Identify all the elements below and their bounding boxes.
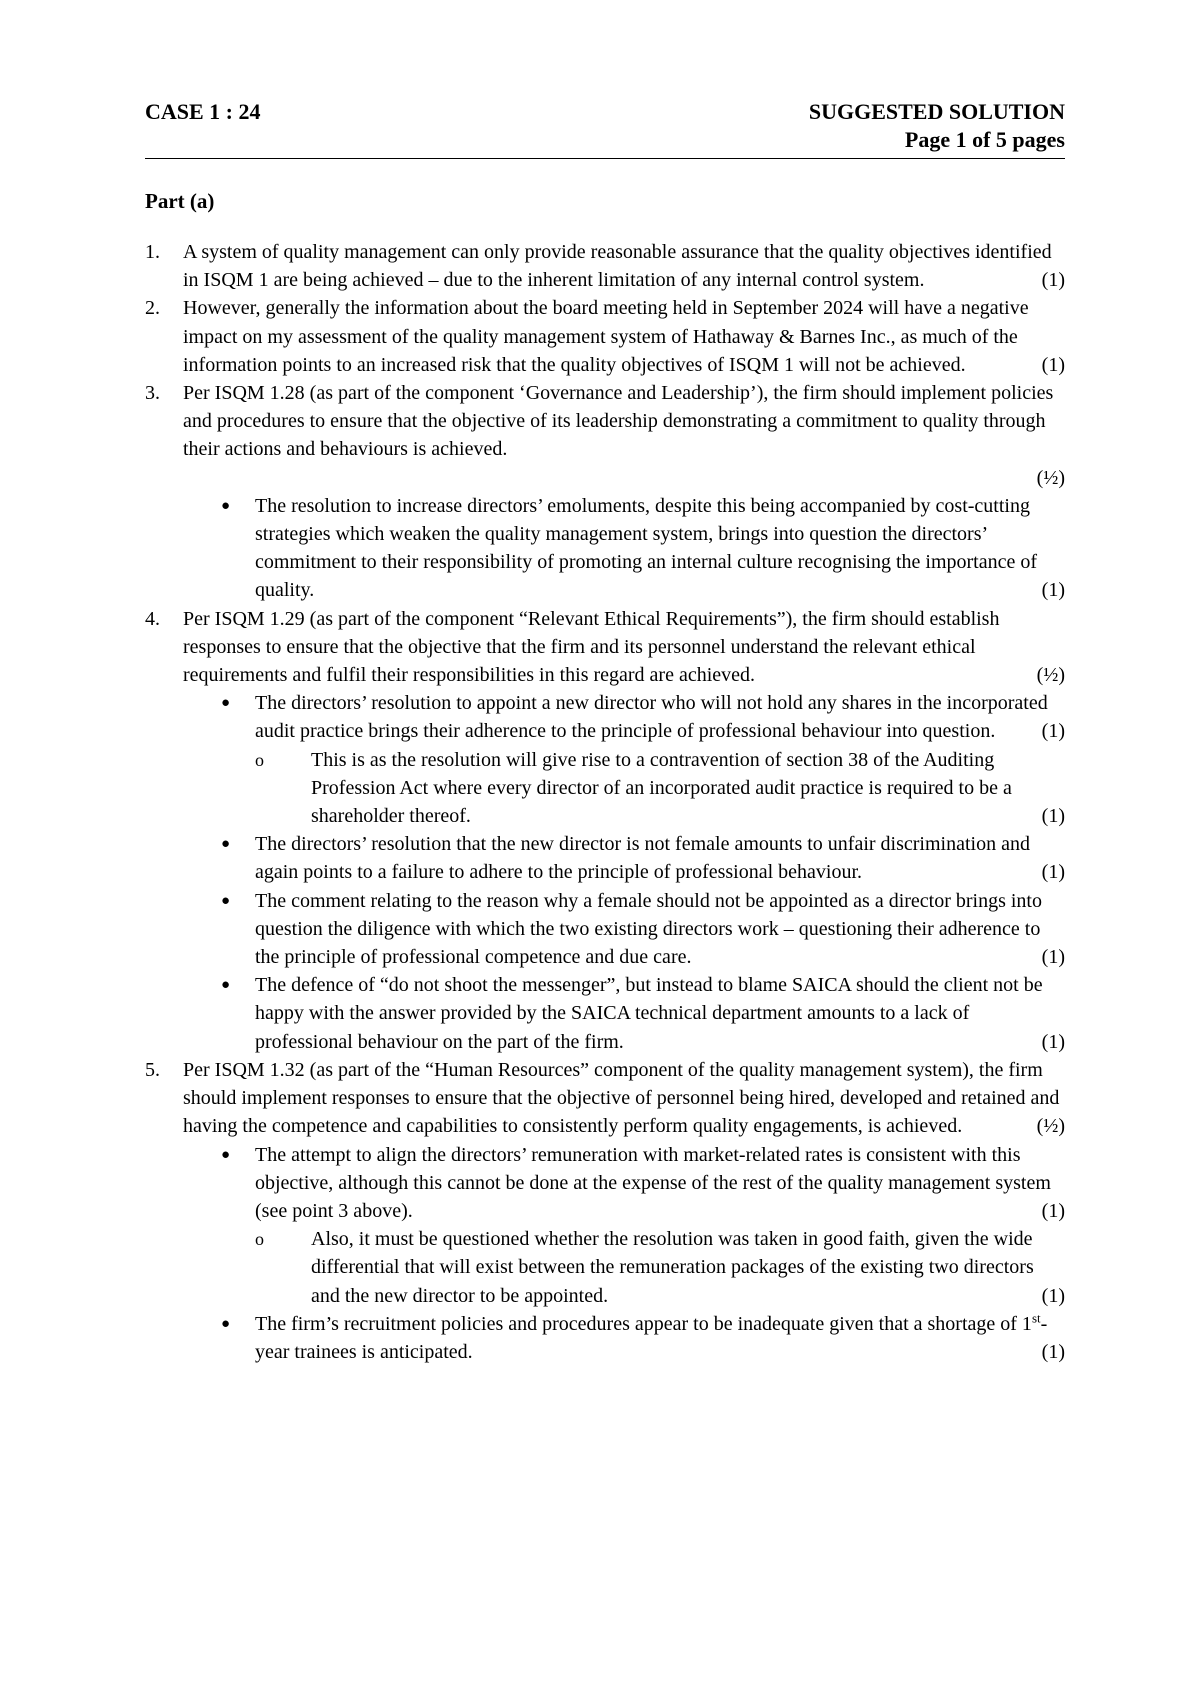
circle-bullet-icon: o (255, 1229, 264, 1250)
bullet-mark: (1) (1041, 861, 1065, 884)
page-header (145, 98, 1065, 154)
bullet-mark: (1) (1041, 720, 1065, 743)
bullet-item (145, 887, 1065, 972)
bullet-text (255, 1310, 1048, 1363)
item-number: 2. (145, 297, 160, 320)
sub-bullet-item (145, 746, 1065, 831)
item-text: However, generally the information about the board meeting held in September 2024 will have a negative impact on my assessment of the quality management system of Hathaway & Barnes Inc., as much of the information points to an increased risk that the quality objectives of ISQM 1 will not be achieved. (183, 297, 1029, 376)
item-text: A system of quality management can only provide reasonable assurance that the quality objectives identified in ISQM 1 are being achieved – due to the inherent limitation of any internal control system. (183, 241, 1052, 292)
bullet-mark: (1) (1041, 1340, 1065, 1363)
bullet-text: The attempt to align the directors’ remuneration with market-related rates is consistent with this objective, although this cannot be done at the expense of the rest of the quality management system (see point 3 above). (255, 1143, 1051, 1222)
numbered-item (145, 238, 1065, 294)
header-rule (145, 158, 1065, 159)
item-mark: (1) (1041, 269, 1065, 292)
item-text: Per ISQM 1.28 (as part of the component ‘Governance and Leadership’), the firm should implement policies and procedures to ensure that the objective of its leadership demonstrating a commitment to quality through their actions and behaviours is achieved. (183, 382, 1054, 461)
bullet-text: The resolution to increase directors’ emoluments, despite this being accompanied by cost-cutting strategies which weaken the quality management system, brings into question the directors’ commitment to their responsibility of promoting an internal culture recognising the importance of quality. (255, 494, 1038, 602)
bullet-icon: ● (221, 497, 231, 514)
bullet-text: The defence of “do not shoot the messenger”, but instead to blame SAICA should the client not be happy with the answer provided by the SAICA technical department amounts to a lack of professional behaviour on the part of the firm. (255, 974, 1043, 1053)
page-indicator: Page 1 of 5 pages (904, 127, 1065, 152)
solution-title: SUGGESTED SOLUTION (808, 99, 1065, 124)
answer-body (145, 238, 1065, 1366)
sub-bullet-item (145, 1225, 1065, 1310)
bullet-text-part: -year trainees is anticipated. (255, 1312, 1048, 1363)
sub-bullet-mark: (1) (1041, 1284, 1065, 1307)
bullet-icon: ● (221, 1146, 231, 1163)
bullet-icon: ● (221, 695, 231, 712)
bullet-text-part: The firm’s recruitment policies and procedures appear to be inadequate given that a shortage of 1 (255, 1312, 1032, 1335)
bullet-item (145, 689, 1065, 745)
bullet-mark: (1) (1041, 946, 1065, 969)
numbered-item (145, 294, 1065, 379)
document-page (145, 98, 1065, 1366)
ordinal-superscript: st (1031, 1310, 1041, 1326)
circle-bullet-icon: o (255, 749, 264, 770)
item-text: Per ISQM 1.29 (as part of the component “Relevant Ethical Requirements”), the firm should establish responses to ensure that the objective that the firm and its personnel understand the relevant ethical requirements and fulfil their responsibilities in this regard are achieved. (183, 607, 1000, 687)
bullet-item (145, 492, 1065, 605)
bullet-mark: (1) (1041, 1199, 1065, 1222)
numbered-item (145, 1056, 1065, 1141)
case-number: CASE 1 : 24 (145, 99, 261, 124)
item-number: 1. (145, 241, 160, 263)
bullet-mark: (1) (1041, 579, 1065, 602)
item-text: Per ISQM 1.32 (as part of the “Human Resources” component of the quality management system), the firm should implement responses to ensure that the objective of personnel being hired, developed and retained and having the competence and capabilities to consistently perform quality engagements, is achieved. (183, 1058, 1060, 1138)
bullet-mark: (1) (1041, 1030, 1065, 1053)
sub-bullet-text: Also, it must be questioned whether the resolution was taken in good faith, given the wide differential that will exist between the remuneration packages of the existing two directors and the new director to be appointed. (311, 1228, 1034, 1307)
bullet-icon: ● (221, 1315, 231, 1332)
part-title: Part (a) (145, 189, 215, 213)
item-mark: (½) (1036, 1115, 1065, 1138)
item-mark: (½) (1036, 466, 1065, 489)
bullet-icon: ● (221, 977, 231, 994)
bullet-text: The directors’ resolution to appoint a new director who will not hold any shares in the incorporated audit practice brings their adherence to the principle of professional behaviour into question. (255, 692, 1048, 743)
item-number: 3. (145, 382, 160, 405)
bullet-icon: ● (221, 892, 231, 909)
bullet-item (145, 971, 1065, 1056)
bullet-item (145, 1141, 1065, 1226)
header-right (809, 98, 1065, 154)
bullet-icon: ● (221, 836, 231, 853)
sub-bullet-text: This is as the resolution will give rise to a contravention of section 38 of the Auditing Profession Act where every director of an incorporated audit practice is required to be a shareholder thereof. (311, 748, 1012, 828)
bullet-text: The comment relating to the reason why a female should not be appointed as a director brings into question the diligence with which the two existing directors work – questioning their adherence to the principle of professional competence and due care. (255, 889, 1042, 969)
item-mark: (1) (1041, 353, 1065, 376)
bullet-text: The directors’ resolution that the new director is not female amounts to unfair discrimination and again points to a failure to adhere to the principle of professional behaviour. (255, 833, 1030, 884)
item-number: 4. (145, 607, 160, 630)
item-number: 5. (145, 1058, 160, 1081)
numbered-item (145, 605, 1065, 690)
sub-bullet-mark: (1) (1041, 805, 1065, 828)
item-mark: (½) (1036, 664, 1065, 687)
bullet-item (145, 1310, 1065, 1366)
numbered-item (145, 379, 1065, 492)
bullet-item (145, 830, 1065, 886)
